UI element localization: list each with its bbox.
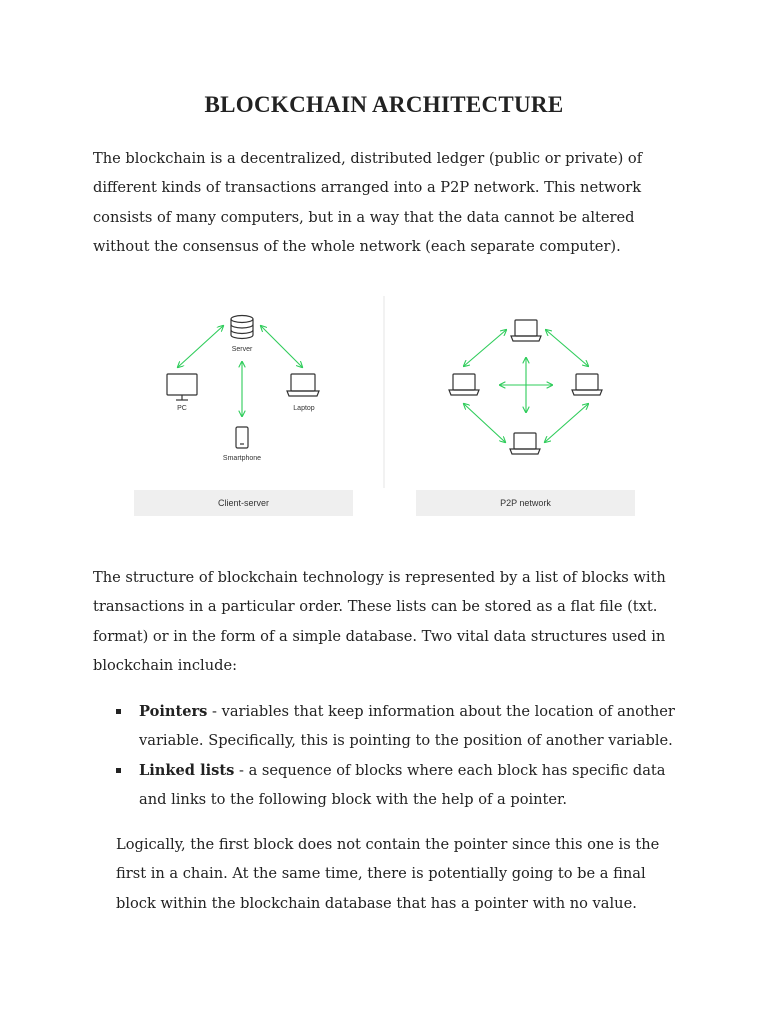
arrow-top-left — [464, 330, 506, 366]
laptop-icon — [449, 374, 479, 395]
bullet-icon — [116, 709, 121, 714]
laptop-icon — [510, 433, 540, 454]
bullet-text: - a sequence of blocks where each block has specific data and links to the following block with the help of a pointer. — [139, 761, 666, 808]
bullet-text: - variables that keep information about the location of another variable. Specifically, this is pointing to the position of another variable. — [139, 703, 675, 750]
bullet-term: Pointers — [139, 703, 208, 720]
pc-label: PC — [177, 405, 187, 412]
bullet-term: Linked lists — [139, 761, 235, 779]
data-structures-list — [93, 697, 683, 814]
architecture-diagram — [130, 292, 640, 524]
client-server-caption: Client-server — [134, 490, 353, 516]
server-icon — [231, 316, 253, 339]
laptop-label: Laptop — [293, 405, 315, 412]
laptop-icon — [287, 374, 319, 396]
pc-icon — [167, 374, 197, 400]
smartphone-icon — [236, 427, 248, 448]
structure-paragraph: The structure of blockchain technology is represented by a list of blocks with transactions in a particular order. These lists can be stored as a flat file (txt. format) or in the form of a simple database. Two vital data structures used in blockchain include: — [93, 569, 666, 674]
intro-paragraph: The blockchain is a decentralized, distributed ledger (public or private) of different kinds of transactions arranged into a P2P network. This network consists of many computers, but in a way that the data cannot be altered without the consensus of the whole network (each separate computer). — [93, 150, 643, 255]
list-item — [93, 756, 683, 815]
smartphone-label: Smartphone — [222, 455, 262, 462]
laptop-icon — [572, 374, 602, 395]
bullet-icon — [116, 768, 121, 773]
closing-paragraph: Logically, the first block does not contain the pointer since this one is the first in a chain. At the same time, there is potentially going to be a final block within the blockchain database that has a pointer with no value. — [116, 836, 660, 912]
p2p-network-caption: P2P network — [416, 490, 635, 516]
arrow-left-bottom — [464, 404, 505, 442]
server-label: Server — [231, 346, 253, 353]
list-item — [93, 697, 683, 756]
laptop-icon — [511, 320, 541, 341]
arrow-top-right — [546, 330, 588, 366]
page-title: BLOCKCHAIN ARCHITECTURE — [204, 92, 564, 117]
arrow-server-laptop — [261, 326, 302, 367]
arrow-server-pc — [178, 326, 223, 367]
arrow-right-bottom — [545, 404, 588, 442]
